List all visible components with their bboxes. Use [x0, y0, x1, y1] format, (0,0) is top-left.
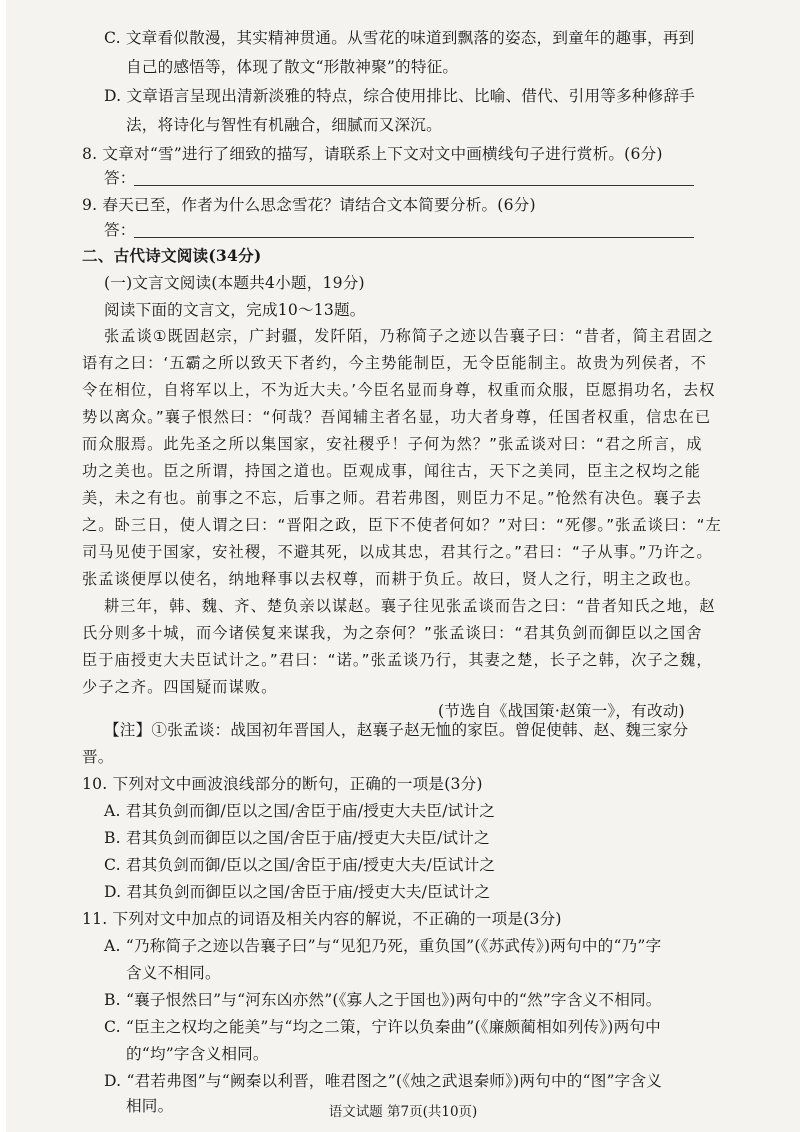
- text-line: 自己的感悟等，体现了散文“形散神聚”的特征。: [126, 58, 459, 76]
- text-line: 【注】①张孟谈：战国初年晋国人，赵襄子赵无恤的家臣。曾促使韩、赵、魏三家分: [104, 721, 689, 739]
- text-line: 相同。: [126, 1097, 174, 1115]
- text-line: 臣于庙授吏大夫臣试计之。”君曰：“诺。”张孟谈乃行，其妻之楚，长子之韩，次子之魏，: [82, 651, 713, 669]
- text-line: 11. 下列对文中加点的词语及相关内容的解说，不正确的一项是(3分): [82, 910, 562, 928]
- text-line: 令在相位，自将军以上，不为近大夫。’今臣名显而身尊，权重而众服，臣愿捐功名，去权: [82, 381, 716, 399]
- text-line: C. 文章看似散漫，其实精神贯通。从雪花的味道到飘落的姿态，到童年的趣事，再到: [104, 29, 695, 47]
- text-line: 之。卧三日，使人谓之曰：“晋阳之政，臣下不使者何如？”对曰：“死僇。”张孟谈曰：“左: [82, 516, 722, 534]
- text-line: 势以离众。”襄子恨然曰：“何哉？吾闻辅主者名显，功大者身尊，任国者权重，信忠在已: [82, 408, 712, 426]
- answer-blank-line[interactable]: [134, 237, 694, 238]
- text-line: C. “臣主之权均之能美”与“均之二策，宁许以负秦曲”(《廉颇蔺相如列传》)两句中: [104, 1018, 661, 1036]
- text-line: 功之美也。臣之所谓，持国之道也。臣观成事，闻往古，天下之美同，臣主之权均之能: [82, 462, 701, 480]
- text-line: D. “君若弗图”与“阙秦以利晋，唯君图之”(《烛之武退秦师》)两句中的“图”字含义: [104, 1072, 663, 1090]
- text-line: 答：: [104, 169, 136, 187]
- text-line: 晋。: [82, 748, 114, 766]
- text-line: 阅读下面的文言文，完成10～13题。: [104, 301, 366, 319]
- text-line: 答：: [104, 221, 136, 239]
- text-line: 含义不相同。: [126, 964, 221, 982]
- text-line: A. 君其负剑而御/臣以之国/舍臣于庙/授吏大夫臣/试计之: [104, 802, 496, 820]
- page-footer: 语文试题 第7页(共10页): [328, 1104, 478, 1120]
- text-line: (一)文言文阅读(本题共4小题，19分): [104, 274, 365, 292]
- text-line: (节选自《战国策·赵策一》，有改动): [438, 702, 685, 720]
- text-line: 二、古代诗文阅读(34分): [82, 246, 262, 265]
- text-line: 耕三年，韩、魏、齐、楚负亲以谋赵。襄子往见张孟谈而告之曰：“昔者知氏之地，赵: [104, 597, 716, 615]
- text-line: 法，将诗化与智性有机融合，细腻而又深沉。: [126, 116, 442, 134]
- text-line: 少子之齐。四国疑而谋败。: [82, 678, 278, 696]
- text-line: 氏分则多十城，而今诸侯复来谋我，为之奈何？”张孟谈曰：“君其负剑而御臣以之国舍: [82, 624, 703, 642]
- text-line: 10. 下列对文中画波浪线部分的断句，正确的一项是(3分): [82, 775, 483, 793]
- text-line: 8. 文章对“雪”进行了细致的描写，请联系上下文对文中画横线句子进行赏析。(6分): [82, 145, 663, 163]
- text-line: 9. 春天已至，作者为什么思念雪花？请结合文本简要分析。(6分): [82, 196, 536, 214]
- text-line: B. 君其负剑而御臣以之国/舍臣于庙/授吏大夫臣/试计之: [104, 829, 490, 847]
- text-line: A. “乃称简子之迹以告襄子曰”与“见犯乃死，重负国”(《苏武传》)两句中的“乃”字: [104, 937, 662, 955]
- text-line: B. “襄子恨然曰”与“河东凶亦然”(《寡人之于国也》)两句中的“然”字含义不相同。: [104, 991, 662, 1009]
- text-line: 张孟谈便厚以使名，纳地释事以去权尊，而耕于负丘。故曰，贤人之行，明主之政也。: [82, 570, 701, 588]
- text-line: C. 君其负剑而御/臣以之国/舍臣于庙/授吏大夫/臣试计之: [104, 856, 496, 874]
- text-line: 张孟谈①既固赵宗，广封疆，发阡陌，乃称简子之迹以告襄子曰：“昔者，简主君固之: [104, 327, 715, 345]
- text-line: 美，未之有也。前事之不忘，后事之师。君若弗图，则臣力不足。”怆然有决色。襄子去: [82, 489, 703, 507]
- text-line: 司马见使于国家，安社稷，不避其死，以成其忠，君其行之。”君曰：“子从事。”乃许之。: [82, 543, 713, 561]
- text-line: 的“均”字含义相同。: [126, 1045, 269, 1063]
- text-line: D. 文章语言呈现出清新淡雅的特点，综合使用排比、比喻、借代、引用等多种修辞手: [104, 87, 696, 105]
- text-line: D. 君其负剑而御臣以之国/舍臣于庙/授吏大夫/臣试计之: [104, 883, 491, 901]
- answer-blank-line[interactable]: [134, 185, 694, 186]
- text-line: 语有之曰：‘五霸之所以致天下者约，今主势能制臣，无令臣能制主。故贵为列侯者，不: [82, 354, 707, 372]
- text-line: 而众服焉。此先圣之所以集国家，安社稷乎！子何为然？”张孟谈对曰：“君之所言，成: [82, 435, 703, 453]
